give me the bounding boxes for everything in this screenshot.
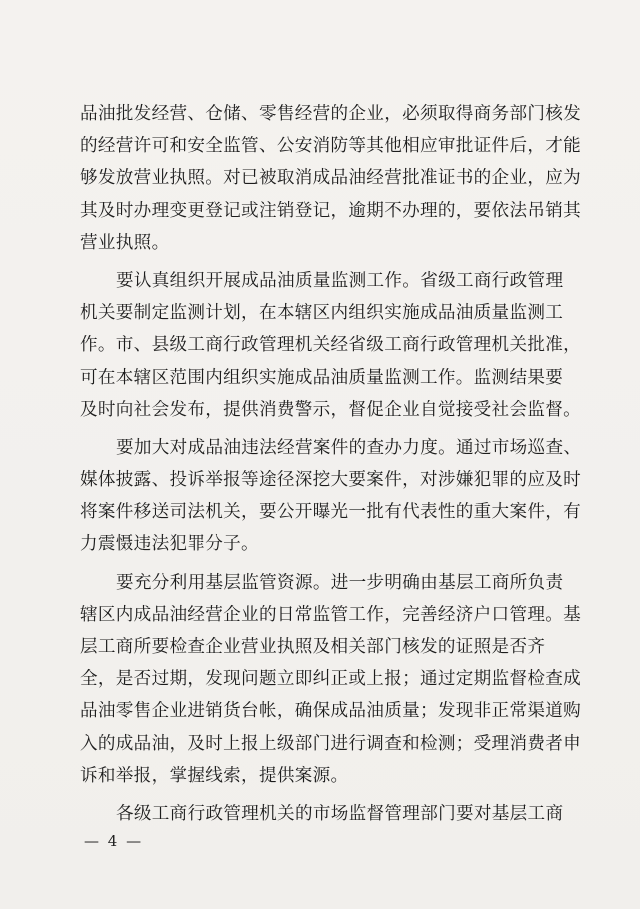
paragraph-2: [80, 265, 582, 426]
paragraph-line: 作。市、县级工商行政管理机关经省级工商行政管理机关批准，: [80, 335, 582, 356]
paragraph-line: 可在本辖区范围内组织实施成品油质量监测工作。监测结果要: [80, 367, 564, 388]
paragraph-line: 要认真组织开展成品油质量监测工作。省级工商行政管理: [116, 270, 564, 291]
paragraph-line: 媒体披露、投诉举报等途径深挖大要案件，对涉嫌犯罪的应及时: [80, 470, 582, 491]
paragraph-line: 机关要制定监测计划，在本辖区内组织实施成品油质量监测工: [80, 303, 564, 324]
paragraph-line: 各级工商行政管理机关的市场监督管理部门要对基层工商: [116, 803, 564, 824]
paragraph-line: 力震慑违法犯罪分子。: [80, 534, 259, 555]
paragraph-line: 的经营许可和安全监管、公安消防等其他相应审批证件后，才能: [80, 136, 582, 157]
paragraph-3: [80, 432, 582, 561]
paragraph-line: 够发放营业执照。对已被取消成品油经营批准证书的企业，应为: [80, 168, 582, 189]
paragraph-5: [80, 798, 570, 830]
paragraph-line: 品油零售企业进销货台帐，确保成品油质量；发现非正常渠道购: [80, 701, 582, 722]
paragraph-line: 要加大对成品油违法经营案件的查办力度。通过市场巡查、: [116, 437, 582, 458]
paragraph-line: 全，是否过期，发现问题立即纠正或上报；通过定期监督检查成: [80, 669, 582, 690]
paragraph-line: 营业执照。: [80, 232, 170, 253]
document-body: [80, 98, 582, 830]
paragraph-line: 入的成品油，及时上报上级部门进行调查和检测；受理消费者申: [80, 733, 582, 754]
paragraph-line: 辖区内成品油经营企业的日常监管工作，完善经济户口管理。基: [80, 604, 582, 625]
paragraph-1: [80, 98, 582, 259]
paragraph-line: 品油批发经营、仓储、零售经营的企业，必须取得商务部门核发: [80, 104, 582, 124]
paragraph-line: 要充分利用基层监管资源。进一步明确由基层工商所负责: [116, 572, 564, 593]
paragraph-line: 层工商所要检查企业营业执照及相关部门核发的证照是否齐: [80, 637, 546, 657]
paragraph-line: 诉和举报，掌握线索，提供案源。: [80, 765, 349, 786]
paragraph-4: [80, 567, 582, 792]
paragraph-line: 其及时办理变更登记或注销登记，逾期不办理的，要依法吊销其: [80, 200, 582, 221]
paragraph-line: 将案件移送司法机关，要公开曝光一批有代表性的重大案件，有: [80, 502, 582, 523]
paragraph-line: 及时向社会发布，提供消费警示，督促企业自觉接受社会监督。: [80, 399, 582, 420]
page-number: — 4 —: [84, 832, 144, 850]
